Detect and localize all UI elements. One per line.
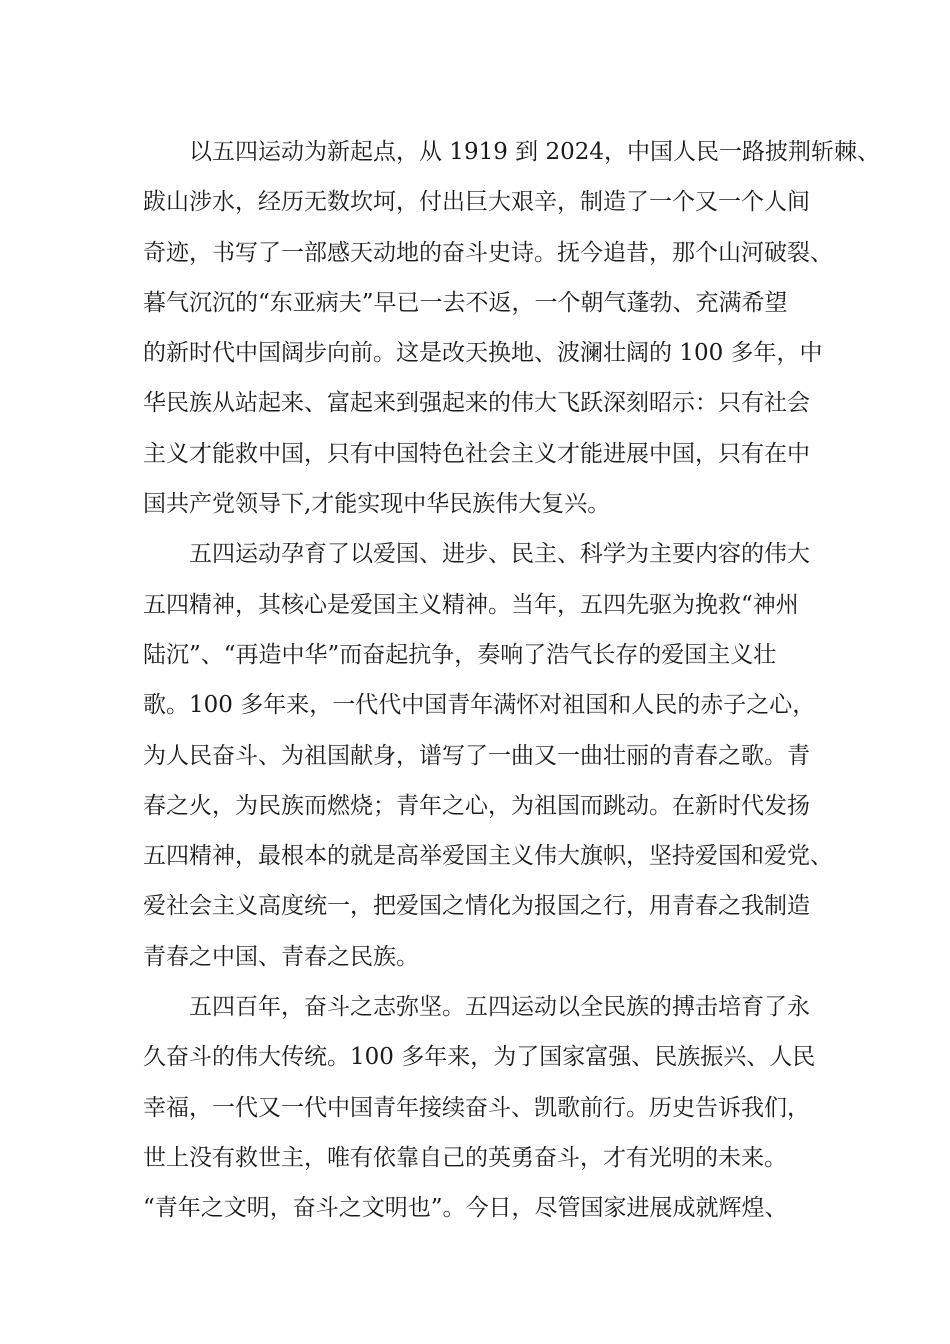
text-line: “青年之文明，奋斗之文明也”。今日，尽管国家进展成就辉煌、 (143, 1195, 788, 1222)
text-line: 五四精神，其核心是爱国主义精神。当年，五四先驱为挽救“神州 (143, 591, 799, 618)
text-line: 五四运动孕育了以爱国、进步、民主、科学为主要内容的伟大 (189, 541, 810, 568)
text-line: 主义才能救中国，只有中国特色社会主义才能进展中国，只有在中 (143, 440, 810, 467)
text-line: 久奋斗的伟大传统。100 多年来，为了国家富强、民族振兴、人民 (143, 1044, 816, 1071)
text-line: 歌。100 多年来，一代代中国青年满怀对祖国和人民的赤子之心， (143, 692, 816, 719)
text-line: 五四百年，奋斗之志弥坚。五四运动以全民族的搏击培育了永 (189, 994, 810, 1021)
document-body (143, 127, 880, 1234)
text-line: 五四精神，最根本的就是高举爱国主义伟大旗帜，坚持爱国和爱党、 (143, 843, 833, 870)
text-line: 青春之中国、青春之民族。 (143, 943, 419, 970)
text-line: 爱社会主义高度统一，把爱国之情化为报国之行，用青春之我制造 (143, 893, 810, 920)
text-line: 为人民奋斗、为祖国献身，谱写了一曲又一曲壮丽的青春之歌。青 (143, 742, 810, 769)
paragraph-1 (143, 127, 880, 529)
text-line: 奇迹，书写了一部感天动地的奋斗史诗。抚今追昔，那个山河破裂、 (143, 239, 833, 266)
text-line: 的新时代中国阔步向前。这是改天换地、波澜壮阔的 100 多年，中 (143, 340, 823, 367)
text-line: 华民族从站起来、富起来到强起来的伟大飞跃深刻昭示：只有社会 (143, 390, 810, 417)
text-line: 幸福，一代又一代中国青年接续奋斗、凯歌前行。历史告诉我们， (143, 1094, 810, 1121)
paragraph-2 (143, 529, 833, 982)
text-line: 跋山涉水，经历无数坎坷，付出巨大艰辛，制造了一个又一个人间 (143, 189, 810, 216)
text-line: 陆沉”、“再造中华”而奋起抗争，奏响了浩气长存的爱国主义壮 (143, 641, 777, 668)
text-line: 暮气沉沉的“东亚病夫”早已一去不返，一个朝气蓬勃、充满希望 (143, 289, 788, 316)
text-line: 以五四运动为新起点，从 1919 到 2024，中国人民一路披荆斩棘、 (189, 139, 880, 165)
text-line: 春之火，为民族而燃烧；青年之心，为祖国而跳动。在新时代发扬 (143, 792, 810, 819)
text-line: 世上没有救世主，唯有依靠自己的英勇奋斗，才有光明的未来。 (143, 1144, 787, 1171)
paragraph-3 (143, 982, 833, 1233)
text-line: 国共产党领导下,才能实现中华民族伟大复兴。 (143, 491, 611, 518)
